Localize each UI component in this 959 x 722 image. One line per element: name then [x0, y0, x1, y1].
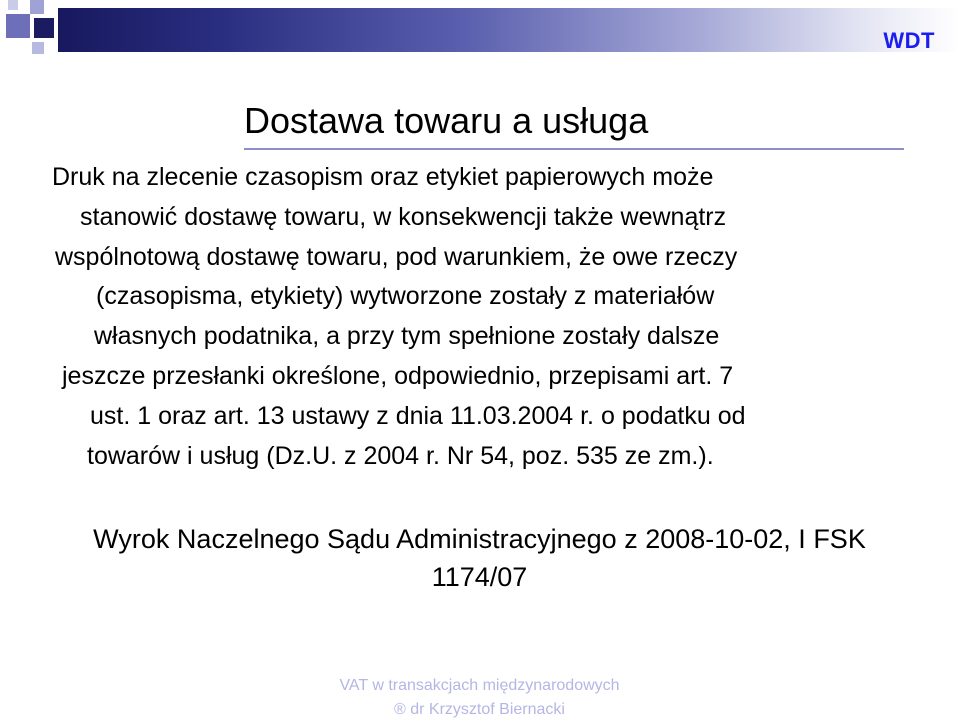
paragraph-line: towarów i usług (Dz.U. z 2004 r. Nr 54, poz. 535 ze zm.).	[87, 441, 714, 470]
title-underline	[244, 148, 904, 150]
corner-square-4	[34, 18, 54, 38]
citation-line: 1174/07	[431, 562, 528, 592]
brand-label: WDT	[883, 28, 935, 53]
citation-line: Wyrok Naczelnego Sądu Administracyjnego z 2008-10-02, I FSK	[93, 524, 866, 554]
paragraph-line: wspólnotową dostawę towaru, pod warunkiem, że owe rzeczy	[55, 242, 738, 271]
corner-square-2	[30, 0, 44, 14]
paragraph-line: własnych podatnika, a przy tym spełnione zostały dalsze	[94, 322, 720, 351]
paragraph-line: (czasopisma, etykiety) wytworzone zostały z materiałów	[96, 282, 715, 311]
corner-square-5	[32, 42, 44, 54]
footer-line: ® dr Krzysztof Biernacki	[394, 701, 565, 718]
corner-square-1	[8, 0, 18, 10]
slide-title: Dostawa towaru a usługa	[244, 100, 649, 141]
paragraph-line: Druk na zlecenie czasopism oraz etykiet papierowych może	[52, 163, 714, 191]
paragraph-line: jeszcze przesłanki określone, odpowiednio, przepisami art. 7	[62, 362, 734, 390]
corner-square-3	[6, 14, 30, 38]
paragraph-line: ust. 1 oraz art. 13 ustawy z dnia 11.03.2004 r. o podatku od	[90, 401, 746, 430]
slide-footer	[0, 674, 959, 722]
footer-line: VAT w transakcjach międzynarodowych	[339, 677, 620, 694]
header-gradient-bar	[58, 8, 959, 52]
paragraph-line: stanowić dostawę towaru, w konsekwencji także wewnątrz	[80, 202, 727, 231]
court-ruling-citation	[0, 520, 959, 596]
